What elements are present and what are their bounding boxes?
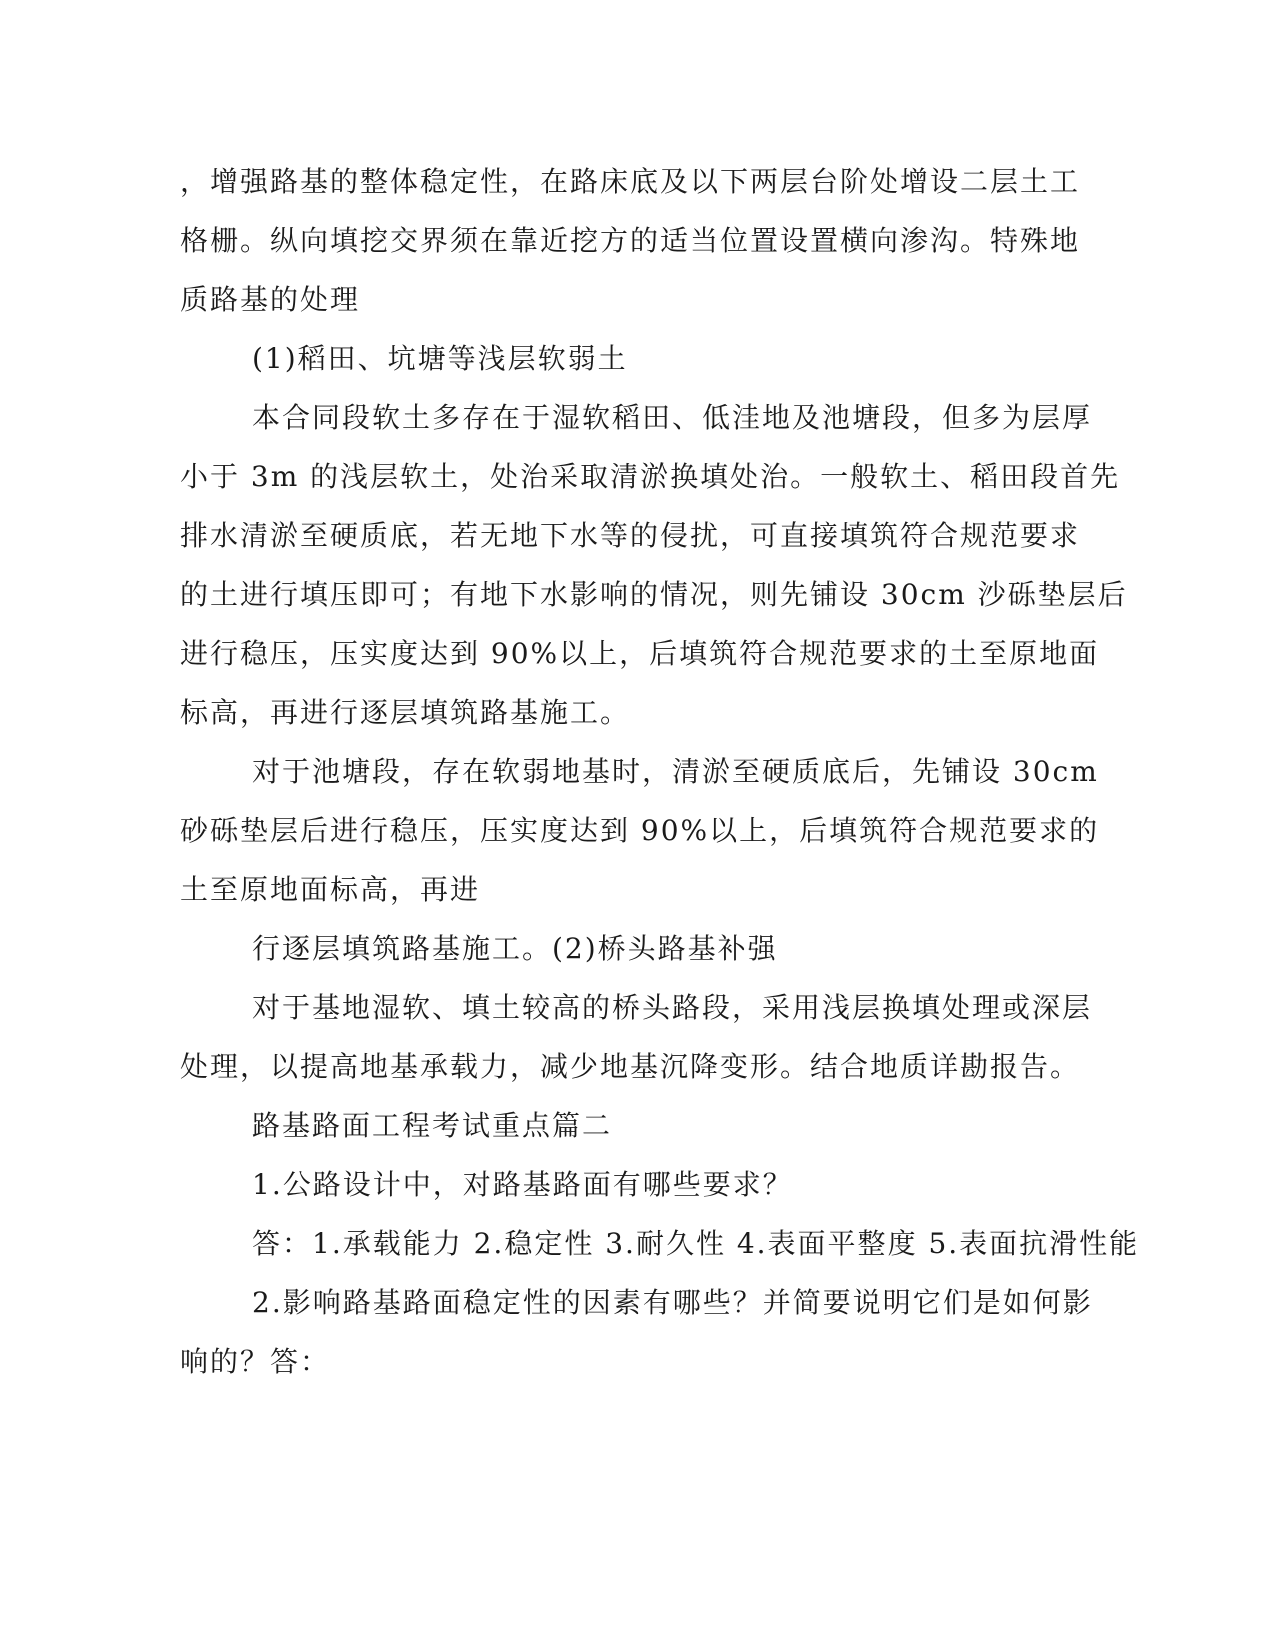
question-line: 1.公路设计中，对路基路面有哪些要求？ xyxy=(252,1168,793,1201)
text-line: 小于 3m 的浅层软土，处治采取清淤换填处治。一般软土、稻田段首先 xyxy=(180,460,1121,493)
section-heading: 路基路面工程考试重点篇二 xyxy=(252,1109,613,1142)
text-line: 质路基的处理 xyxy=(180,283,361,316)
document-page xyxy=(180,152,1140,1391)
text-line: 进行稳压，压实度达到 90%以上，后填筑符合规范要求的土至原地面 xyxy=(180,637,1100,670)
question-line: 2.影响路基路面稳定性的因素有哪些？并简要说明它们是如何影 xyxy=(252,1286,1093,1319)
text-line: 对于池塘段，存在软弱地基时，清淤至硬质底后，先铺设 30cm xyxy=(252,755,1099,788)
text-line: 标高，再进行逐层填筑路基施工。 xyxy=(180,696,631,729)
answer-line: 答：1.承载能力 2.稳定性 3.耐久性 4.表面平整度 5.表面抗滑性能 xyxy=(252,1227,1140,1260)
text-line: 对于基地湿软、填土较高的桥头路段，采用浅层换填处理或深层 xyxy=(252,991,1093,1024)
text-line: 砂砾垫层后进行稳压，压实度达到 90%以上，后填筑符合规范要求的 xyxy=(180,814,1100,847)
text-line: ，增强路基的整体稳定性，在路床底及以下两层台阶处增设二层土工 xyxy=(180,165,1081,198)
text-line: 排水清淤至硬质底，若无地下水等的侵扰，可直接填筑符合规范要求 xyxy=(180,519,1081,552)
text-line: 响的？答： xyxy=(180,1345,331,1378)
text-line: 土至原地面标高，再进 xyxy=(180,873,481,906)
text-line: 格栅。纵向填挖交界须在靠近挖方的适当位置设置横向渗沟。特殊地 xyxy=(180,224,1081,257)
section-heading: (1)稻田、坑塘等浅层软弱土 xyxy=(252,342,628,375)
text-line: 处理，以提高地基承载力，减少地基沉降变形。结合地质详勘报告。 xyxy=(180,1050,1081,1083)
text-line: 的土进行填压即可；有地下水影响的情况，则先铺设 30cm 沙砾垫层后 xyxy=(180,578,1128,611)
text-line: 本合同段软土多存在于湿软稻田、低洼地及池塘段，但多为层厚 xyxy=(252,401,1093,434)
text-line: 行逐层填筑路基施工。(2)桥头路基补强 xyxy=(252,932,778,965)
